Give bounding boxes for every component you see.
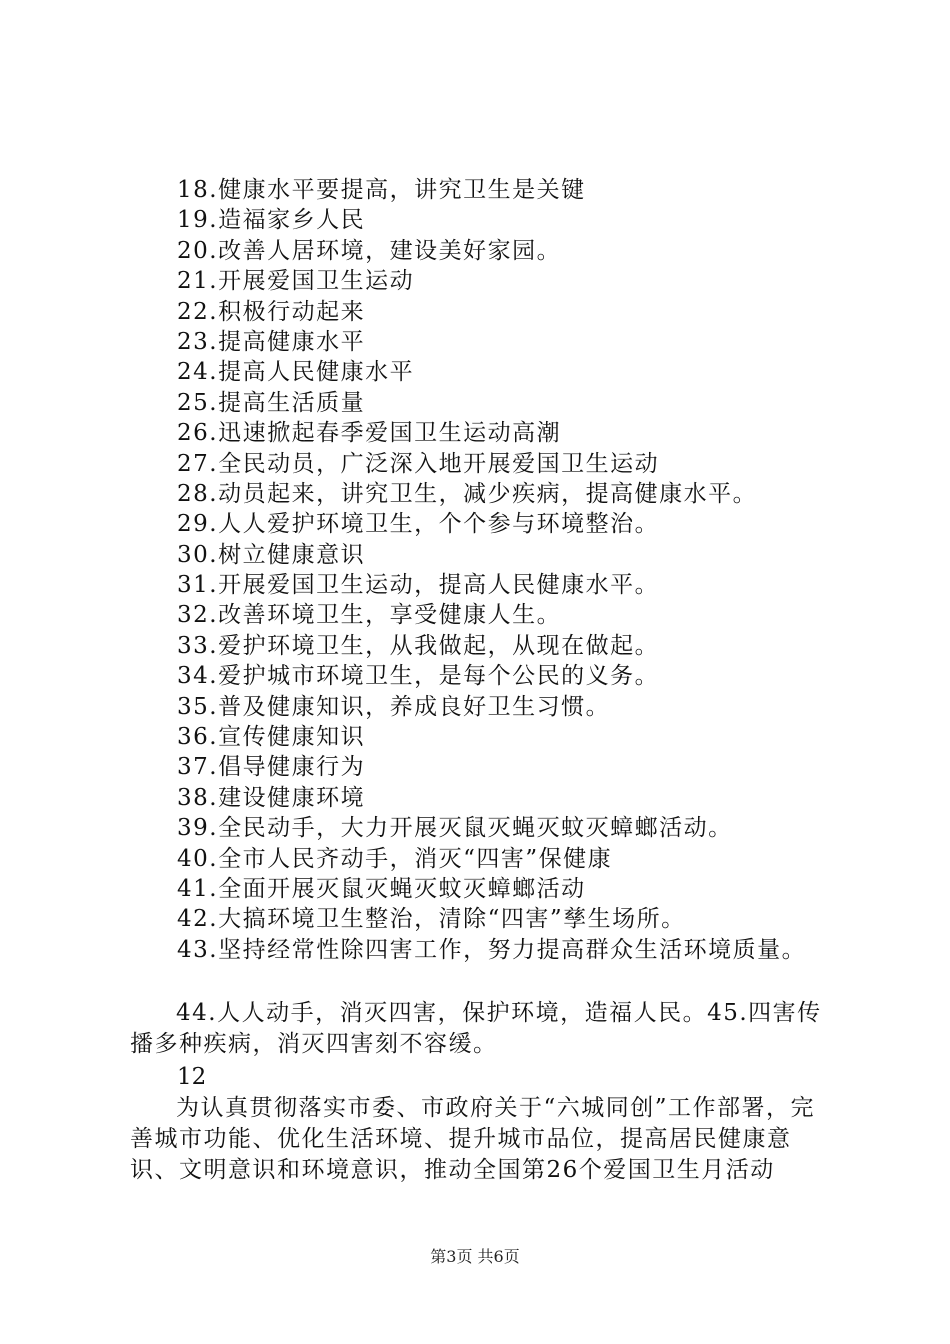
- list-item: 31.开展爱国卫生运动，提高人民健康水平。: [177, 572, 660, 599]
- list-item: 28.动员起来，讲究卫生，减少疾病，提高健康水平。: [177, 480, 758, 507]
- list-item: 37.倡导健康行为: [177, 754, 366, 781]
- list-item: 35.普及健康知识，养成良好卫生习惯。: [177, 693, 611, 720]
- paragraph-44-45: [130, 998, 835, 1060]
- list-item: 25.提高生活质量: [177, 389, 366, 416]
- list-item: 22.积极行动起来: [177, 298, 366, 325]
- list-item: 24.提高人民健康水平: [177, 359, 415, 386]
- list-item: 43.坚持经常性除四害工作，努力提高群众生活环境质量。: [177, 936, 807, 963]
- section-marker: 12: [177, 1064, 207, 1090]
- list-item: 38.建设健康环境: [177, 784, 366, 811]
- list-item: 34.爱护城市环境卫生，是每个公民的义务。: [177, 663, 660, 690]
- list-item: 36.宣传健康知识: [177, 724, 366, 751]
- body-paragraph: 为认真贯彻落实市委、市政府关于“六城同创”工作部署，完善城市功能、优化生活环境、提升城市品位，提高居民健康意识、文明意识和环境意识，推动全国第26个爱国卫生月活动: [130, 1095, 816, 1183]
- list-item: 18.健康水平要提高，讲究卫生是关键: [177, 177, 586, 203]
- page-footer: 第3页 共6页: [430, 1247, 520, 1266]
- list-item: 23.提高健康水平: [177, 328, 366, 355]
- list-item: 27.全民动员，广泛深入地开展爱国卫生运动: [177, 450, 660, 477]
- list-item: 39.全民动手，大力开展灭鼠灭蝇灭蚊灭蟑螂活动。: [177, 815, 733, 842]
- list-item: 30.树立健康意识: [177, 541, 366, 568]
- list-item: 42.大搞环境卫生整治，清除“四害”孳生场所。: [177, 906, 686, 933]
- list-item: 26.迅速掀起春季爱国卫生运动高潮: [177, 420, 562, 447]
- paragraph-text: 44.人人动手，消灭四害，保护环境，造福人民。45.四害传播多种疾病，消灭四害刻不容缓。: [130, 1000, 822, 1057]
- slogan-list: [177, 175, 877, 965]
- list-item: 32.改善环境卫生，享受健康人生。: [177, 602, 562, 629]
- list-item: 21.开展爱国卫生运动: [177, 268, 415, 295]
- list-item: 19.造福家乡人民: [177, 207, 366, 234]
- list-item: 20.改善人居环境，建设美好家园。: [177, 237, 562, 264]
- list-item: 40.全市人民齐动手，消灭“四害”保健康: [177, 845, 613, 872]
- list-item: 29.人人爱护环境卫生，个个参与环境整治。: [177, 511, 660, 538]
- list-item: 41.全面开展灭鼠灭蝇灭蚊灭蟑螂活动: [177, 875, 586, 902]
- list-item: 33.爱护环境卫生，从我做起，从现在做起。: [177, 632, 660, 659]
